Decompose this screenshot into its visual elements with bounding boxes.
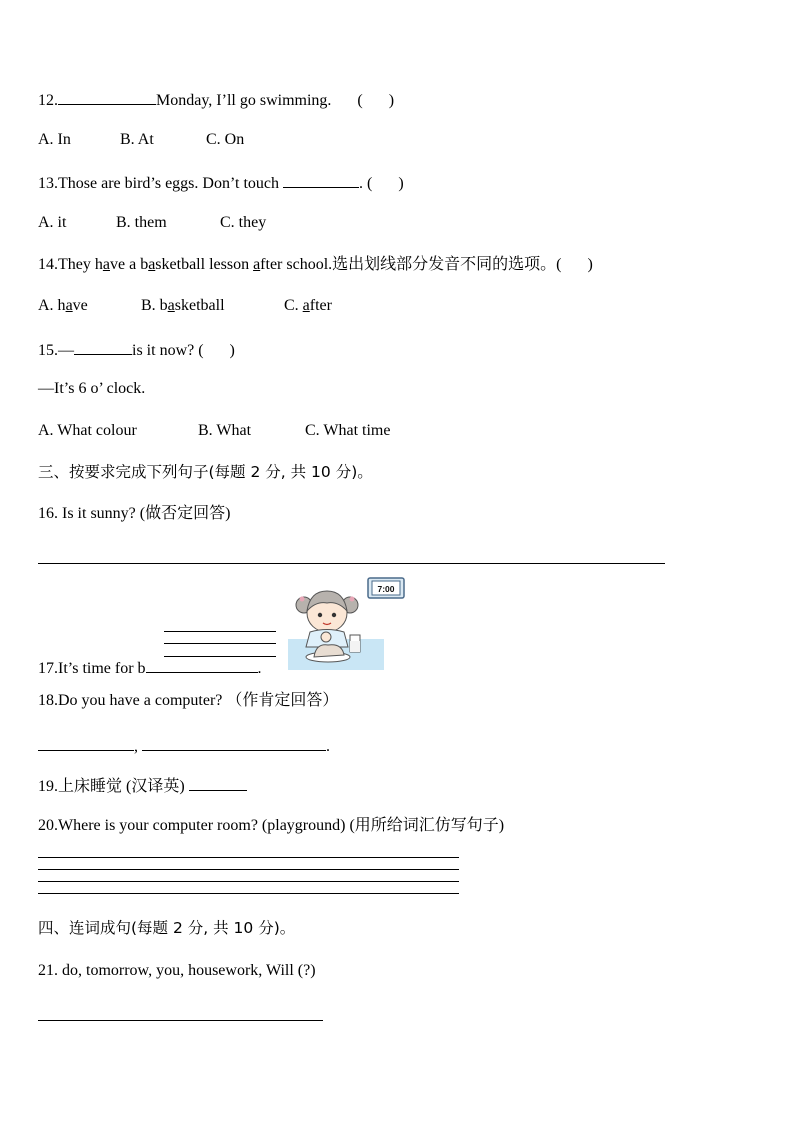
- q14-option-b[interactable]: B. basketball: [141, 297, 225, 314]
- q12-stem: 12. Monday, I’ll go swimming. ( ): [38, 88, 394, 111]
- q12-option-a[interactable]: A. In: [38, 131, 71, 148]
- q21-stem: 21. do, tomorrow, you, housework, Will (?): [38, 962, 316, 979]
- q20-answer-line[interactable]: [38, 881, 459, 882]
- q13-option-a[interactable]: A. it: [38, 214, 67, 231]
- q18-stem: 18.Do you have a computer? （作肯定回答）: [38, 692, 339, 709]
- wall-clock-icon: [368, 578, 404, 598]
- q12-option-c[interactable]: C. On: [206, 131, 245, 148]
- q19-blank[interactable]: [189, 774, 247, 791]
- q12-option-b[interactable]: B. At: [120, 131, 154, 148]
- section4-heading: 四、连词成句(每题 2 分, 共 10 分)。: [38, 919, 296, 937]
- q18-blank-2[interactable]: [142, 734, 326, 751]
- q15-answer: —It’s 6 o’ clock.: [38, 380, 146, 397]
- q16-answer-line[interactable]: [38, 563, 665, 564]
- clock-time: 7:00: [377, 584, 395, 594]
- q12-blank[interactable]: [58, 88, 156, 105]
- q20-answer-line[interactable]: [38, 869, 459, 870]
- q13-stem: 13.Those are bird’s eggs. Don’t touch . ( ): [38, 171, 404, 194]
- q21-answer-line[interactable]: [38, 1020, 323, 1021]
- q19-stem: 19.上床睡觉 (汉译英): [38, 774, 247, 797]
- q17-writing-line: [164, 643, 276, 644]
- q17-stem: 17.It’s time for b .: [38, 656, 262, 679]
- q20-answer-line[interactable]: [38, 893, 459, 894]
- q15-blank[interactable]: [74, 338, 132, 355]
- q17-writing-line: [164, 631, 276, 632]
- q16-stem: 16. Is it sunny? (做否定回答): [38, 505, 231, 522]
- q14-option-c[interactable]: C. after: [284, 297, 332, 314]
- q14-options: [38, 296, 332, 316]
- section3-heading: 三、按要求完成下列句子(每题 2 分, 共 10 分)。: [38, 463, 373, 481]
- q15-option-a[interactable]: A. What colour: [38, 422, 137, 439]
- q15-option-b[interactable]: B. What: [198, 422, 252, 439]
- q17-blank[interactable]: [146, 656, 258, 673]
- q18-answer: , .: [38, 734, 330, 757]
- q18-blank-1[interactable]: [38, 734, 134, 751]
- q15-options: [38, 421, 390, 441]
- q13-option-c[interactable]: C. they: [220, 214, 267, 231]
- q14-option-a[interactable]: A. have: [38, 297, 88, 314]
- q15-option-c[interactable]: C. What time: [305, 422, 391, 439]
- q15-stem: 15.— is it now? ( ): [38, 338, 235, 361]
- girl-eating-illustration: [286, 577, 408, 672]
- q13-options: [38, 213, 266, 233]
- q12-options: [38, 130, 244, 150]
- q20-answer-line[interactable]: [38, 857, 459, 858]
- q13-option-b[interactable]: B. them: [116, 214, 167, 231]
- q13-blank[interactable]: [283, 171, 359, 188]
- q14-stem: 14.They have a basketball lesson after school.选出划线部分发音不同的选项。( ): [38, 256, 593, 273]
- q20-stem: 20.Where is your computer room? (playground) (用所给词汇仿写句子): [38, 817, 505, 834]
